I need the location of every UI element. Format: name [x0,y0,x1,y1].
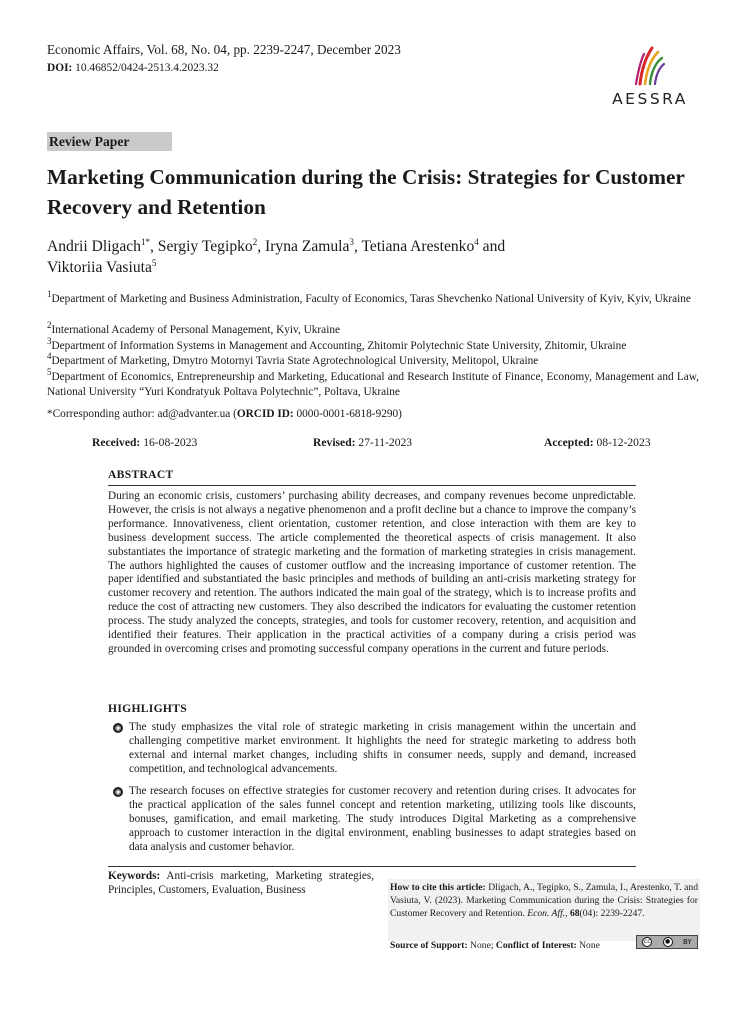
keywords-label: Keywords: [108,870,161,882]
author-list [47,236,707,278]
author-name: Tetiana Arestenko [361,238,475,255]
revised-label: Revised: [313,436,356,449]
affiliation [47,320,699,338]
cite-journal: Econ. Aff., [527,908,568,920]
author-separator: , [353,238,362,255]
abstract-divider [108,485,636,486]
revised-date [313,436,412,449]
affiliation-mark: 4 [47,351,52,362]
orcid-label: ORCID ID: [236,408,294,420]
license-type: BY [683,938,692,946]
affiliation-mark: 1 [47,289,52,300]
doi-line [47,62,219,74]
how-to-cite [390,881,698,921]
affiliation-text: Department of Information Systems in Management and Accounting, Zhitomir Polytechnic State University, Zhitomir, Ukraine [51,340,627,352]
orcid-value: 0000-0001-6818-9290) [293,408,402,420]
person-icon: ● [663,937,673,947]
support-line [390,940,600,951]
affiliation [47,289,699,307]
affiliation-text: Department of Economics, Entrepreneurship and Marketing, Educational and Research Institute of Finance, Economy, Management and Law, National University “Yuri Kondratyuk Poltava Polytechnic”, Poltava, Ukraine [47,371,699,398]
highlight-item [113,721,636,777]
bullet-icon: ◉ [114,724,122,732]
source-value: None; [467,940,496,951]
revised-value: 27-11-2023 [355,436,413,449]
affiliation [47,351,699,369]
author-affiliation-mark: 5 [151,257,157,268]
author-name: Iryna Zamula [265,238,350,255]
cite-volume: 68 [567,908,580,920]
highlight-text: The study emphasizes the vital role of strategic marketing in crisis management within the uncertain and challenging competitive market environment. It highlights the need for strategic marketing to address both external and internal market changes, including shifts in consumer needs, supply and demand, increased competition, and technological advancements. [129,721,636,775]
highlight-item [113,785,636,855]
accepted-label: Accepted: [544,436,594,449]
abstract-text: During an economic crisis, customers’ purchasing ability decreases, and company revenues become unpredictable. However, the crisis is not always a negative phenomenon and a profit decline but a chance to improve the company’s performance. Innovativeness, client orientation, customer retention, and close interaction with them are key to business development success. The article complemented the theoretical aspects of crisis management. It also substantiates the importance of strategic marketing and the formation of marketing strategies in crisis management. The authors highlighted the causes of customer outflow and the increasing importance of customer retention. The paper identified and substantiated the basic principles and methods of building an anti-crisis marketing strategy for customer recovery and retention. The authors indicated the main goal of the strategy, which is to increase profits and reduce the cost of attracting new customers. They also described the indicators for evaluating the customer retention process. The study analyzed the concepts, strategies, and tools for customer recovery, retention, and acquisition and identified their features. Their application in the practical activities of a company during a crisis period was grounded in overcoming crises and promoting successful company operations in the current and future periods. [108,490,636,655]
affiliation-mark: 3 [47,336,52,347]
corresponding-text: *Corresponding author: ad@advanter.ua ( [47,408,237,420]
affiliation-text: Department of Marketing and Business Administration, Faculty of Economics, Taras Shevchenko National University of Kyiv, Kyiv, Ukraine [51,293,691,305]
cc-icon: cc [643,938,651,945]
conflict-label: Conflict of Interest: [495,940,577,951]
affiliation-text: International Academy of Personal Management, Kyiv, Ukraine [51,324,341,336]
accepted-date [544,436,651,449]
paper-type-label: Review Paper [47,132,172,151]
affiliation [47,367,699,399]
affiliation-mark: 5 [47,367,52,378]
received-value: 16-08-2023 [140,436,198,449]
author-affiliation-mark: 3 [349,236,354,247]
doi-label: DOI: [47,62,73,74]
logo-text: AESSRA [612,90,688,108]
author-name: Andrii Dligach [47,238,141,255]
affiliation [47,336,699,354]
author-separator: and [478,238,506,255]
doi-value[interactable]: 10.46852/0424-2513.4.2023.32 [75,62,219,74]
author-separator: , [257,238,266,255]
cc-license-badge[interactable] [636,935,698,949]
highlights-divider [108,866,636,867]
source-label: Source of Support: [390,940,468,951]
bullet-icon: ◉ [114,788,122,796]
cite-pages: (04): 2239-2247. [579,908,645,920]
highlight-text: The research focuses on effective strategies for customer recovery and retention during crises. It advocates for the practical application of the sales funnel concept and retention marketing, utilizing tools like discounts, bonuses, gamification, and email marketing. The study introduces Digital Marketing as a comprehensive approach to customer interaction in the digital environment, enabling businesses to adapt strategies based on data analysis and customer behavior. [129,785,636,853]
keywords-text: Anti-crisis marketing, Marketing strategies, Principles, Customers, Evaluation, Business [108,870,374,896]
author-separator: , [149,238,158,255]
received-date [92,436,197,449]
author-affiliation-mark: 1* [140,236,150,247]
cite-text: Dligach, A., Tegipko, S., Zamula, I., Arestenko, T. and Vasiuta, V. (2023). Marketing Communication during the Crisis: Strategies for Customer Recovery and Retention. [390,882,699,920]
author-name: Sergiy Tegipko [157,238,253,255]
author-affiliation-mark: 4 [474,236,479,247]
received-label: Received: [92,436,141,449]
conflict-value: None [576,940,600,951]
aessra-logo-icon [604,44,696,88]
accepted-value: 08-12-2023 [593,436,651,449]
affiliation-text: Department of Marketing, Dmytro Motornyi Tavria State Agrotechnological University, Melitopol, Ukraine [51,355,539,367]
keywords [108,870,374,897]
highlights-heading: HIGHLIGHTS [108,702,188,715]
author-name: Viktoriia Vasiuta [47,259,152,276]
author-affiliation-mark: 2 [252,236,258,247]
cite-label: How to cite this article: [390,882,486,893]
paper-title: Marketing Communication during the Crisis: Strategies for Customer Recovery and Retention [47,165,685,219]
publisher-logo [604,44,696,108]
abstract-heading: ABSTRACT [108,468,174,481]
journal-citation-line: Economic Affairs, Vol. 68, No. 04, pp. 2239-2247, December 2023 [47,42,401,57]
corresponding-author [47,408,402,420]
affiliation-mark: 2 [47,320,52,331]
